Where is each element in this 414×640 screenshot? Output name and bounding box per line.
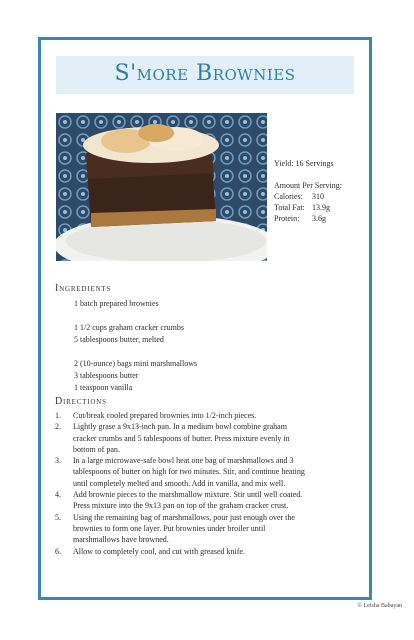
nutrition-row — [274, 191, 370, 202]
direction-step — [55, 546, 363, 557]
step-line: Cut/break cooled prepared brownies into 1/2-inch pieces. — [73, 411, 257, 420]
step-line: In a large microwave-safe bowl heat one bag of marshmallows and 3 — [73, 456, 294, 466]
step-line: Using the remaining bag of marshmallows, pour just enough over the — [73, 512, 295, 522]
ingredient-item: 1 1/2 cups graham cracker crumbs — [74, 323, 184, 332]
step-line: cracker crumbs and 5 tablespoons of butter. Press mixture evenly in — [73, 433, 290, 443]
nutrition-row — [274, 202, 370, 213]
ingredient-item: 1 batch prepared brownies — [74, 299, 159, 308]
nutrition-label: Total Fat: — [274, 203, 305, 212]
step-line: marshmallows have browned. — [73, 535, 169, 545]
step-number: 5. — [55, 512, 61, 522]
ingredient-item: 2 (10-ounce) bags mini marshmallows — [74, 359, 198, 368]
step-line: Add brownie pieces to the marshmallow mixture. Stir until well coated. — [73, 490, 303, 500]
nutrition-value: 13.9g — [312, 203, 330, 212]
nutrition-value: 3.6g — [312, 214, 326, 223]
step-number: 3. — [55, 456, 61, 466]
nutrition-row — [274, 213, 370, 224]
ingredient-item: 3 tablespoons butter — [74, 371, 139, 380]
directions-list — [55, 410, 363, 557]
yield-text: Yield: 16 Servings — [274, 159, 334, 168]
step-line: Allow to completely cool, and cut with greased knife. — [73, 546, 245, 556]
copyright-notice: © Leisha Babayan — [357, 603, 402, 609]
nutrition-label: Protein: — [274, 214, 300, 223]
step-line: tablespoons of butter on high for two minutes. Stir, and continue heating — [73, 467, 305, 477]
direction-step — [55, 512, 363, 546]
title-band — [56, 56, 354, 94]
recipe-title: S'more Brownies — [114, 61, 296, 86]
direction-step — [55, 410, 363, 421]
direction-step — [55, 489, 363, 512]
step-line: bottom of pan. — [73, 444, 120, 454]
step-line: brownies to form one layer. Put brownies under broiler until — [73, 523, 266, 533]
brownie-photo — [56, 113, 267, 261]
ingredient-item: 5 tablespoons butter, melted — [74, 335, 164, 344]
brownie-photo-illustration — [56, 113, 267, 261]
ingredients-list — [74, 298, 197, 394]
per-serving-label: Amount Per Serving: — [274, 181, 342, 190]
recipe-card — [38, 37, 372, 600]
step-number: 2. — [55, 422, 61, 432]
step-number: 4. — [55, 490, 61, 500]
step-line: Lightly grase a 9x13-inch pan. In a medium bowl combine graham — [73, 422, 287, 432]
step-line: Press mixture into the 9x13 pan on top of the graham cracker crust. — [73, 501, 289, 511]
ingredient-item: 1 teaspoon vanilla — [74, 383, 133, 392]
step-number: 1. — [55, 411, 61, 420]
nutrition-label: Calories: — [274, 192, 303, 201]
step-line: until completely melted and smooth. Add in vanilla, and mix well. — [73, 478, 286, 488]
nutrition-value: 310 — [312, 192, 324, 201]
direction-step — [55, 421, 363, 455]
directions-heading: Directions — [55, 396, 107, 407]
direction-step — [55, 455, 363, 489]
nutrition-info — [274, 158, 370, 224]
step-number: 6. — [55, 546, 61, 556]
ingredients-heading: Ingredients — [55, 283, 112, 294]
